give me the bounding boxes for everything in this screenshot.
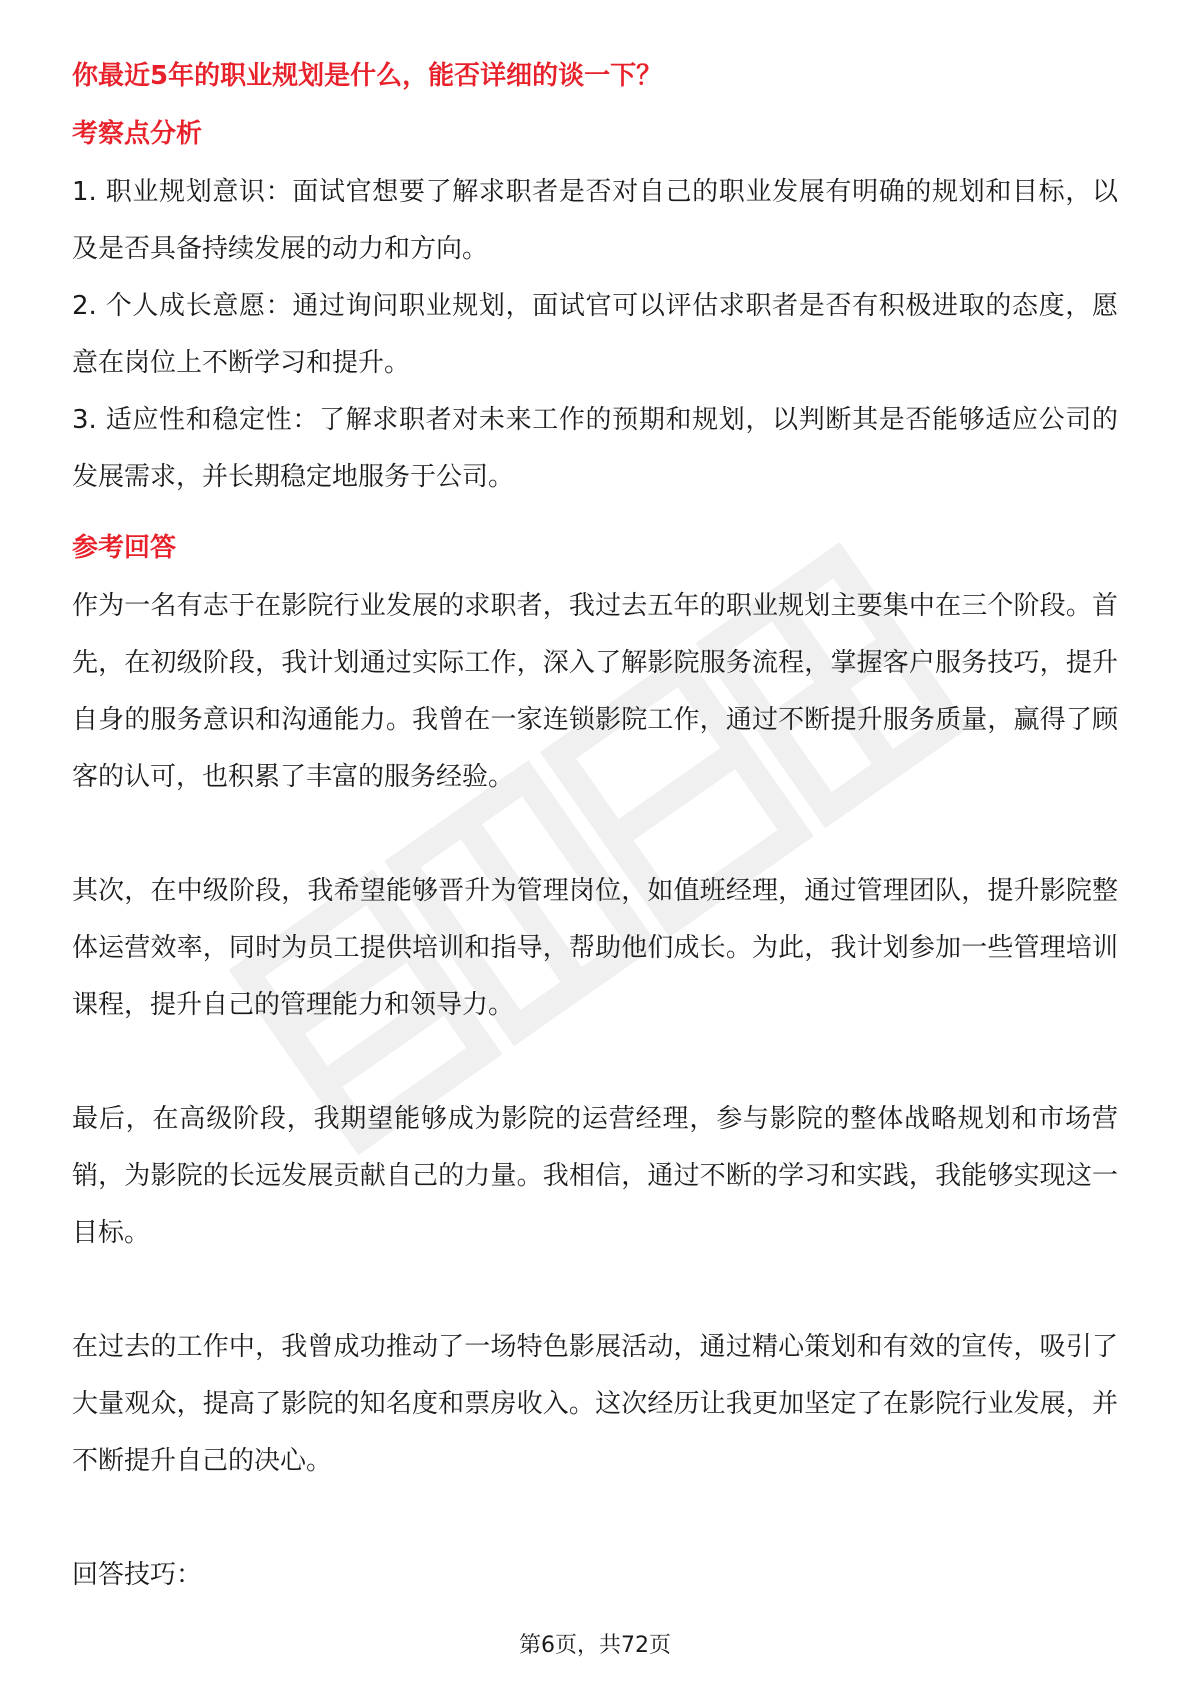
answer-paragraph: 其次，在中级阶段，我希望能够晋升为管理岗位，如值班经理，通过管理团队，提升影院整体运营效率，同时为员工提供培训和指导，帮助他们成长。为此，我计划参加一些管理培训课程，提升自己的管理能力和领导力。 bbox=[72, 876, 1118, 1020]
analysis-item: 3. 适应性和稳定性：了解求职者对未来工作的预期和规划，以判断其是否能够适应公司的发展需求，并长期稳定地服务于公司。 bbox=[72, 405, 1118, 492]
analysis-item: 1. 职业规划意识：面试官想要了解求职者是否对自己的职业发展有明确的规划和目标，以及是否具备持续发展的动力和方向。 bbox=[72, 177, 1118, 264]
tips-label: 回答技巧： bbox=[72, 1560, 203, 1590]
answer-paragraph: 在过去的工作中，我曾成功推动了一场特色影展活动，通过精心策划和有效的宣传，吸引了大量观众，提高了影院的知名度和票房收入。这次经历让我更加坚定了在影院行业发展，并不断提升自己的决心。 bbox=[72, 1332, 1118, 1476]
answer-title: 参考回答 bbox=[72, 533, 177, 563]
answer-paragraph: 作为一名有志于在影院行业发展的求职者，我过去五年的职业规划主要集中在三个阶段。首先，在初级阶段，我计划通过实际工作，深入了解影院服务流程，掌握客户服务技巧，提升自身的服务意识和沟通能力。我曾在一家连锁影院工作，通过不断提升服务质量，赢得了顾客的认可，也积累了丰富的服务经验。 bbox=[72, 591, 1118, 792]
analysis-title: 考察点分析 bbox=[72, 119, 203, 149]
content-area bbox=[72, 56, 1118, 1604]
analysis-item: 2. 个人成长意愿：通过询问职业规划，面试官可以评估求职者是否有积极进取的态度，愿意在岗位上不断学习和提升。 bbox=[72, 291, 1118, 378]
paragraph-spacer bbox=[72, 1262, 1118, 1319]
question-heading: 你最近5年的职业规划是什么，能否详细的谈一下？ bbox=[72, 61, 663, 91]
answer-paragraph: 最后，在高级阶段，我期望能够成为影院的运营经理，参与影院的整体战略规划和市场营销，为影院的长远发展贡献自己的力量。我相信，通过不断的学习和实践，我能够实现这一目标。 bbox=[72, 1104, 1118, 1248]
paragraph-spacer bbox=[72, 806, 1118, 863]
page-footer: 第6页，共72页 bbox=[519, 1633, 671, 1658]
paragraph-spacer bbox=[72, 1034, 1118, 1091]
paragraph-spacer bbox=[72, 1490, 1118, 1547]
